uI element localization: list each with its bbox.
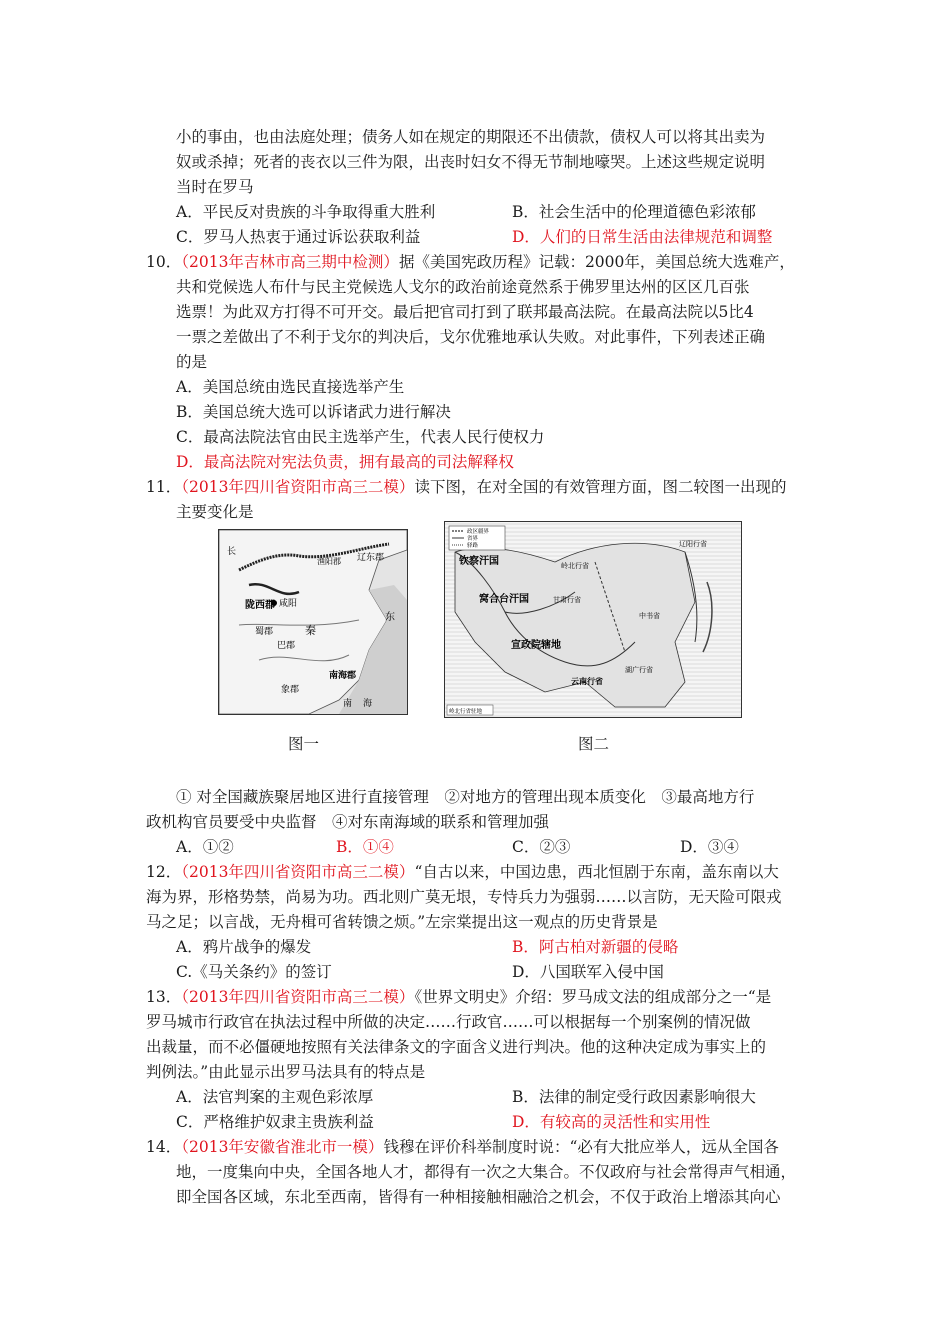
q11-option-d: D．③④ — [680, 838, 739, 856]
q13-stem-first-line — [146, 986, 771, 1008]
q11-statements-line-2: 政机构官员要受中央监督 ④对东南海域的联系和管理加强 — [146, 813, 550, 831]
q11-option-b-answer: B．①④ — [336, 838, 394, 856]
map-2-label-3: 岭北行省 — [561, 562, 589, 570]
q11-stem-first-line — [146, 476, 786, 498]
map-2-legend-0: 政区疆界 — [467, 529, 490, 535]
map-2-label-6: 甘肃行省 — [553, 596, 581, 604]
map-1-label-2: 渔阳郡 — [317, 557, 341, 566]
q9-option-a: A．平民反对贵族的斗争取得重大胜利 — [176, 203, 436, 221]
map-1-label-4: 咸阳 — [279, 599, 298, 609]
q10-option-a: A．美国总统由选民直接选举产生 — [176, 378, 405, 396]
map-1-label-3: 陇西郡 — [245, 600, 275, 611]
q12-number: 12． — [146, 863, 182, 881]
map-2-legend-2: 驿路 — [467, 543, 479, 549]
q9-option-c: C．罗马人热衷于通过诉讼获取利益 — [176, 228, 421, 246]
map-1-label-11: 南 — [343, 699, 353, 709]
map-2-label-8: 湖广行省 — [625, 666, 653, 674]
q10-option-c: C．最高法院法官由民主选举产生，代表人民行使权力 — [176, 428, 545, 446]
q11-number: 11． — [146, 478, 182, 496]
q12-line-1: “自古以来，中国边患，西北恒剧于东南，盖东南以大 — [414, 863, 779, 881]
map-2-label-5: 中书省 — [639, 612, 660, 620]
q10-source: （2013年吉林市高三期中检测） — [181, 253, 399, 271]
q14-source: （2013年安徽省淮北市一模） — [181, 1138, 384, 1156]
q10-number: 10． — [146, 253, 182, 271]
q9-option-b: B．社会生活中的伦理道德色彩浓郁 — [512, 203, 756, 221]
q14-line-1: 钱穆在评价科举制度时说：“必有大批应举人，远从全国各 — [383, 1138, 779, 1156]
q10-line-3: 选票！为此双方打得不可开交。最后把官司打到了联邦最高法院。在最高法院以5比4 — [176, 303, 754, 321]
map-2-label-0: 钦察汗国 — [459, 556, 499, 567]
q11-option-a: A．①② — [176, 838, 234, 856]
map-1-label-7: 秦 — [305, 624, 316, 637]
q10-line-1: 据《美国宪政历程》记载：2000年，美国总统大选难产， — [398, 253, 795, 271]
q9-text-line-3: 当时在罗马 — [176, 178, 254, 196]
map-1-label-8: 南海郡 — [329, 671, 357, 681]
q11-line-1: 读下图，在对全国的有效管理方面，图二较图一出现的 — [414, 478, 787, 496]
map-2-label-9: 岭北行省驻地 — [449, 709, 483, 715]
q12-stem-first-line — [146, 861, 779, 883]
map-1-label-9: 象郡 — [281, 685, 300, 695]
q10-option-b: B．美国总统大选可以诉诸武力进行解决 — [176, 403, 451, 421]
q13-line-4: 判例法。”由此显示出罗马法具有的特点是 — [146, 1063, 426, 1081]
q12-option-c: C.《马关条约》的签订 — [176, 963, 332, 981]
q13-line-2: 罗马城市行政官在执法过程中所做的决定……行政官……可以根据每一个别案例的情况做 — [146, 1013, 751, 1031]
map-2-legend-1: 省界 — [467, 536, 479, 542]
q10-line-5: 的是 — [176, 353, 208, 371]
map-2-label-2: 宣政院辖地 — [511, 640, 561, 651]
q13-line-3: 出裁量，而不必僵硬地按照有关法律条文的字面含义进行判决。他的这种决定成为事实上的 — [146, 1038, 767, 1056]
map-2-label-1: 窝合台汗国 — [479, 594, 529, 605]
q12-option-a: A．鸦片战争的爆发 — [176, 938, 312, 956]
map-figure-1 — [218, 529, 408, 715]
figure-2-caption: 图二 — [578, 735, 610, 753]
q14-stem-first-line — [146, 1136, 779, 1158]
q13-option-c: C．严格维护奴隶主贵族利益 — [176, 1113, 374, 1131]
map-2-drawing — [445, 522, 741, 717]
q13-option-a: A．法官判案的主观色彩浓厚 — [176, 1088, 374, 1106]
q13-option-d-answer: D．有较高的灵活性和实用性 — [512, 1113, 711, 1131]
q9-option-d-answer: D．人们的日常生活由法律规范和调整 — [512, 228, 773, 246]
map-1-drawing — [219, 530, 407, 714]
map-1-label-6: 巴郡 — [277, 641, 296, 651]
q10-line-4: 一票之差做出了不利于戈尔的判决后，戈尔优雅地承认失败。对此事件，下列表述正确 — [176, 328, 766, 346]
map-2-label-4: 辽阳行省 — [679, 540, 707, 548]
q13-number: 13． — [146, 988, 182, 1006]
q11-statements-line-1: ① 对全国藏族聚居地区进行直接管理 ②对地方的管理出现本质变化 ③最高地方行 — [176, 788, 755, 806]
q11-source: （2013年四川省资阳市高三二模） — [181, 478, 415, 496]
map-figure-2 — [444, 521, 742, 718]
figure-1-caption: 图一 — [288, 735, 320, 753]
q10-option-d-answer: D．最高法院对宪法负责，拥有最高的司法解释权 — [176, 453, 514, 471]
q13-source: （2013年四川省资阳市高三二模） — [181, 988, 415, 1006]
map-1-label-0: 长 — [227, 547, 237, 557]
map-2-label-7: 云南行省 — [571, 677, 603, 686]
q14-line-2: 地，一度集向中央，全国各地人才，都得有一次之大集合。不仅政府与社会常得声气相通， — [176, 1163, 797, 1181]
q12-option-d: D．八国联军入侵中国 — [512, 963, 664, 981]
q13-line-1: 《世界文明史》介绍：罗马成文法的组成部分之一“是 — [414, 988, 772, 1006]
map-1-label-10: 东 — [385, 612, 395, 623]
q11-option-c: C．②③ — [512, 838, 571, 856]
q9-text-line-1: 小的事由，也由法庭处理；债务人如在规定的期限还不出债款，债权人可以将其出卖为 — [176, 128, 766, 146]
q10-line-2: 共和党候选人布什与民主党候选人戈尔的政治前途竟然系于佛罗里达州的区区几百张 — [176, 278, 750, 296]
q9-text-line-2: 奴或杀掉；死者的丧衣以三件为限，出丧时妇女不得无节制地嚎哭。上述这些规定说明 — [176, 153, 766, 171]
map-1-label-12: 海 — [363, 699, 373, 709]
q11-line-2: 主要变化是 — [176, 503, 254, 521]
q12-line-2: 海为界，形格势禁，尚易为功。西北则广莫无垠，专恃兵力为强弱……以言防，无天险可限戎 — [146, 888, 782, 906]
map-1-label-5: 蜀郡 — [255, 627, 274, 637]
q10-stem-first-line — [146, 251, 795, 273]
q14-number: 14． — [146, 1138, 182, 1156]
map-1-label-1: 辽东郡 — [357, 553, 385, 563]
q13-option-b: B．法律的制定受行政因素影响很大 — [512, 1088, 756, 1106]
q12-option-b-answer: B．阿古柏对新疆的侵略 — [512, 938, 679, 956]
q12-line-3: 马之足；以言战，无舟楫可省转馈之烦。”左宗棠提出这一观点的历史背景是 — [146, 913, 658, 931]
q14-line-3: 即全国各区域，东北至西南，皆得有一种相接触相融洽之机会，不仅于政治上增添其向心 — [176, 1188, 781, 1206]
q12-source: （2013年四川省资阳市高三二模） — [181, 863, 415, 881]
